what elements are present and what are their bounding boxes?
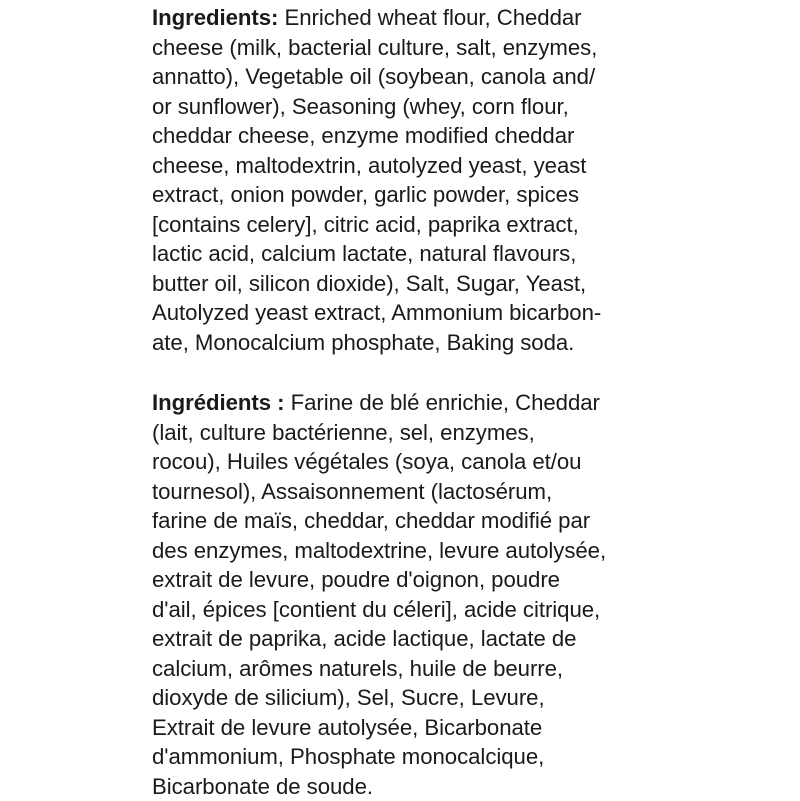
ingredients-english-line: or sunflower), Seasoning (whey, corn flour, — [152, 92, 672, 122]
ingredients-english-text: Enriched wheat flour, Cheddar — [278, 5, 581, 30]
ingredients-french-line: extrait de levure, poudre d'oignon, poudre — [152, 565, 672, 595]
ingredients-french-line: des enzymes, maltodextrine, levure autolysée, — [152, 536, 672, 566]
ingredients-french-block — [152, 388, 672, 801]
ingredients-french-line: Bicarbonate de soude. — [152, 772, 672, 801]
ingredients-french-text: Farine de blé enrichie, Cheddar — [285, 390, 600, 415]
ingredients-french-line: (lait, culture bactérienne, sel, enzymes, — [152, 418, 672, 448]
ingredients-french-line: extrait de paprika, acide lactique, lactate de — [152, 624, 672, 654]
ingredients-english-line: cheese, maltodextrin, autolyzed yeast, yeast — [152, 151, 672, 181]
ingredients-french-line: calcium, arômes naturels, huile de beurre, — [152, 654, 672, 684]
ingredients-english-line: Autolyzed yeast extract, Ammonium bicarbon- — [152, 298, 672, 328]
ingredients-french-line: dioxyde de silicium), Sel, Sucre, Levure, — [152, 683, 672, 713]
ingredients-english-line: lactic acid, calcium lactate, natural flavours, — [152, 239, 672, 269]
ingredients-english-line — [152, 3, 672, 33]
ingredients-french-line: Extrait de levure autolysée, Bicarbonate — [152, 713, 672, 743]
ingredients-english-line: butter oil, silicon dioxide), Salt, Sugar, Yeast, — [152, 269, 672, 299]
ingredients-french-line — [152, 388, 672, 418]
ingredients-english-line: ate, Monocalcium phosphate, Baking soda. — [152, 328, 672, 358]
ingredients-french-line: d'ail, épices [contient du céleri], acide citrique, — [152, 595, 672, 625]
ingredients-french-line: farine de maïs, cheddar, cheddar modifié par — [152, 506, 672, 536]
ingredients-english-line: [contains celery], citric acid, paprika extract, — [152, 210, 672, 240]
ingredients-english-heading: Ingredients: — [152, 5, 278, 30]
ingredients-english-line: annatto), Vegetable oil (soybean, canola and/ — [152, 62, 672, 92]
ingredients-english-line: extract, onion powder, garlic powder, spices — [152, 180, 672, 210]
ingredients-english-line: cheese (milk, bacterial culture, salt, enzymes, — [152, 33, 672, 63]
ingredients-french-line: rocou), Huiles végétales (soya, canola et/ou — [152, 447, 672, 477]
ingredients-french-line: tournesol), Assaisonnement (lactosérum, — [152, 477, 672, 507]
ingredients-french-line: d'ammonium, Phosphate monocalcique, — [152, 742, 672, 772]
ingredients-english-block — [152, 3, 672, 357]
ingredients-english-line: cheddar cheese, enzyme modified cheddar — [152, 121, 672, 151]
ingredients-french-heading: Ingrédients : — [152, 390, 285, 415]
